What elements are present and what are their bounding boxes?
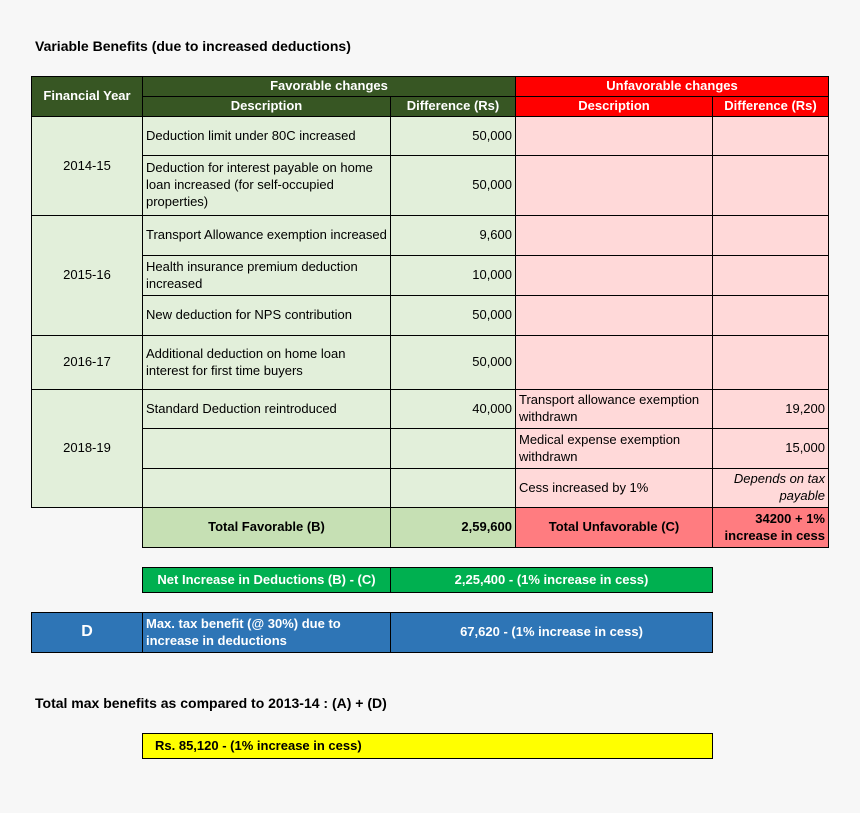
max-tax-letter: D xyxy=(31,612,143,653)
header-unfav-difference: Difference (Rs) xyxy=(712,96,829,117)
year-cell: 2016-17 xyxy=(31,335,143,390)
fav-difference: 10,000 xyxy=(390,255,516,296)
fav-empty-cell xyxy=(390,468,516,508)
unfav-empty-cell xyxy=(712,215,829,256)
unfav-empty-cell xyxy=(515,155,713,216)
unfav-empty-cell xyxy=(712,155,829,216)
header-unfavorable: Unfavorable changes xyxy=(515,76,829,97)
unfav-empty-cell xyxy=(515,335,713,390)
unfav-difference: 19,200 xyxy=(712,389,829,429)
unfav-empty-cell xyxy=(515,215,713,256)
unfav-empty-cell xyxy=(712,295,829,336)
net-increase-label: Net Increase in Deductions (B) - (C) xyxy=(142,567,391,593)
fav-empty-cell xyxy=(142,428,391,469)
year-cell: 2015-16 xyxy=(31,215,143,336)
unfav-empty-cell xyxy=(515,295,713,336)
year-cell: 2018-19 xyxy=(31,389,143,508)
header-favorable: Favorable changes xyxy=(142,76,516,97)
total-favorable-label: Total Favorable (B) xyxy=(142,507,391,548)
total-favorable-value: 2,59,600 xyxy=(390,507,516,548)
header-fav-description: Description xyxy=(142,96,391,117)
unfav-empty-cell xyxy=(712,116,829,156)
fav-difference: 50,000 xyxy=(390,155,516,216)
unfav-difference: Depends on tax payable xyxy=(712,468,829,508)
fav-description: Standard Deduction reintroduced xyxy=(142,389,391,429)
fav-empty-cell xyxy=(390,428,516,469)
year-cell: 2014-15 xyxy=(31,116,143,216)
fav-difference: 9,600 xyxy=(390,215,516,256)
total-unfavorable-label: Total Unfavorable (C) xyxy=(515,507,713,548)
unfav-description: Transport allowance exemption withdrawn xyxy=(515,389,713,429)
page-title: Variable Benefits (due to increased deductions) xyxy=(35,38,351,54)
max-tax-label: Max. tax benefit (@ 30%) due to increase in deductions xyxy=(142,612,391,653)
header-financial-year: Financial Year xyxy=(31,76,143,117)
fav-description: Additional deduction on home loan interest for first time buyers xyxy=(142,335,391,390)
total-unfavorable-value: 34200 + 1% increase in cess xyxy=(712,507,829,548)
fav-description: Deduction for interest payable on home loan increased (for self-occupied properties) xyxy=(142,155,391,216)
fav-difference: 50,000 xyxy=(390,335,516,390)
summary-label: Total max benefits as compared to 2013-14 : (A) + (D) xyxy=(35,695,387,711)
fav-empty-cell xyxy=(142,468,391,508)
summary-value: Rs. 85,120 - (1% increase in cess) xyxy=(142,733,713,759)
fav-difference: 50,000 xyxy=(390,295,516,336)
unfav-difference: 15,000 xyxy=(712,428,829,469)
fav-description: Health insurance premium deduction increased xyxy=(142,255,391,296)
fav-description: Transport Allowance exemption increased xyxy=(142,215,391,256)
net-increase-value: 2,25,400 - (1% increase in cess) xyxy=(390,567,713,593)
header-fav-difference: Difference (Rs) xyxy=(390,96,516,117)
unfav-empty-cell xyxy=(515,255,713,296)
fav-description: New deduction for NPS contribution xyxy=(142,295,391,336)
unfav-description: Cess increased by 1% xyxy=(515,468,713,508)
max-tax-value: 67,620 - (1% increase in cess) xyxy=(390,612,713,653)
unfav-description: Medical expense exemption withdrawn xyxy=(515,428,713,469)
fav-difference: 40,000 xyxy=(390,389,516,429)
unfav-empty-cell xyxy=(712,335,829,390)
header-unfav-description: Description xyxy=(515,96,713,117)
unfav-empty-cell xyxy=(515,116,713,156)
fav-description: Deduction limit under 80C increased xyxy=(142,116,391,156)
unfav-empty-cell xyxy=(712,255,829,296)
fav-difference: 50,000 xyxy=(390,116,516,156)
